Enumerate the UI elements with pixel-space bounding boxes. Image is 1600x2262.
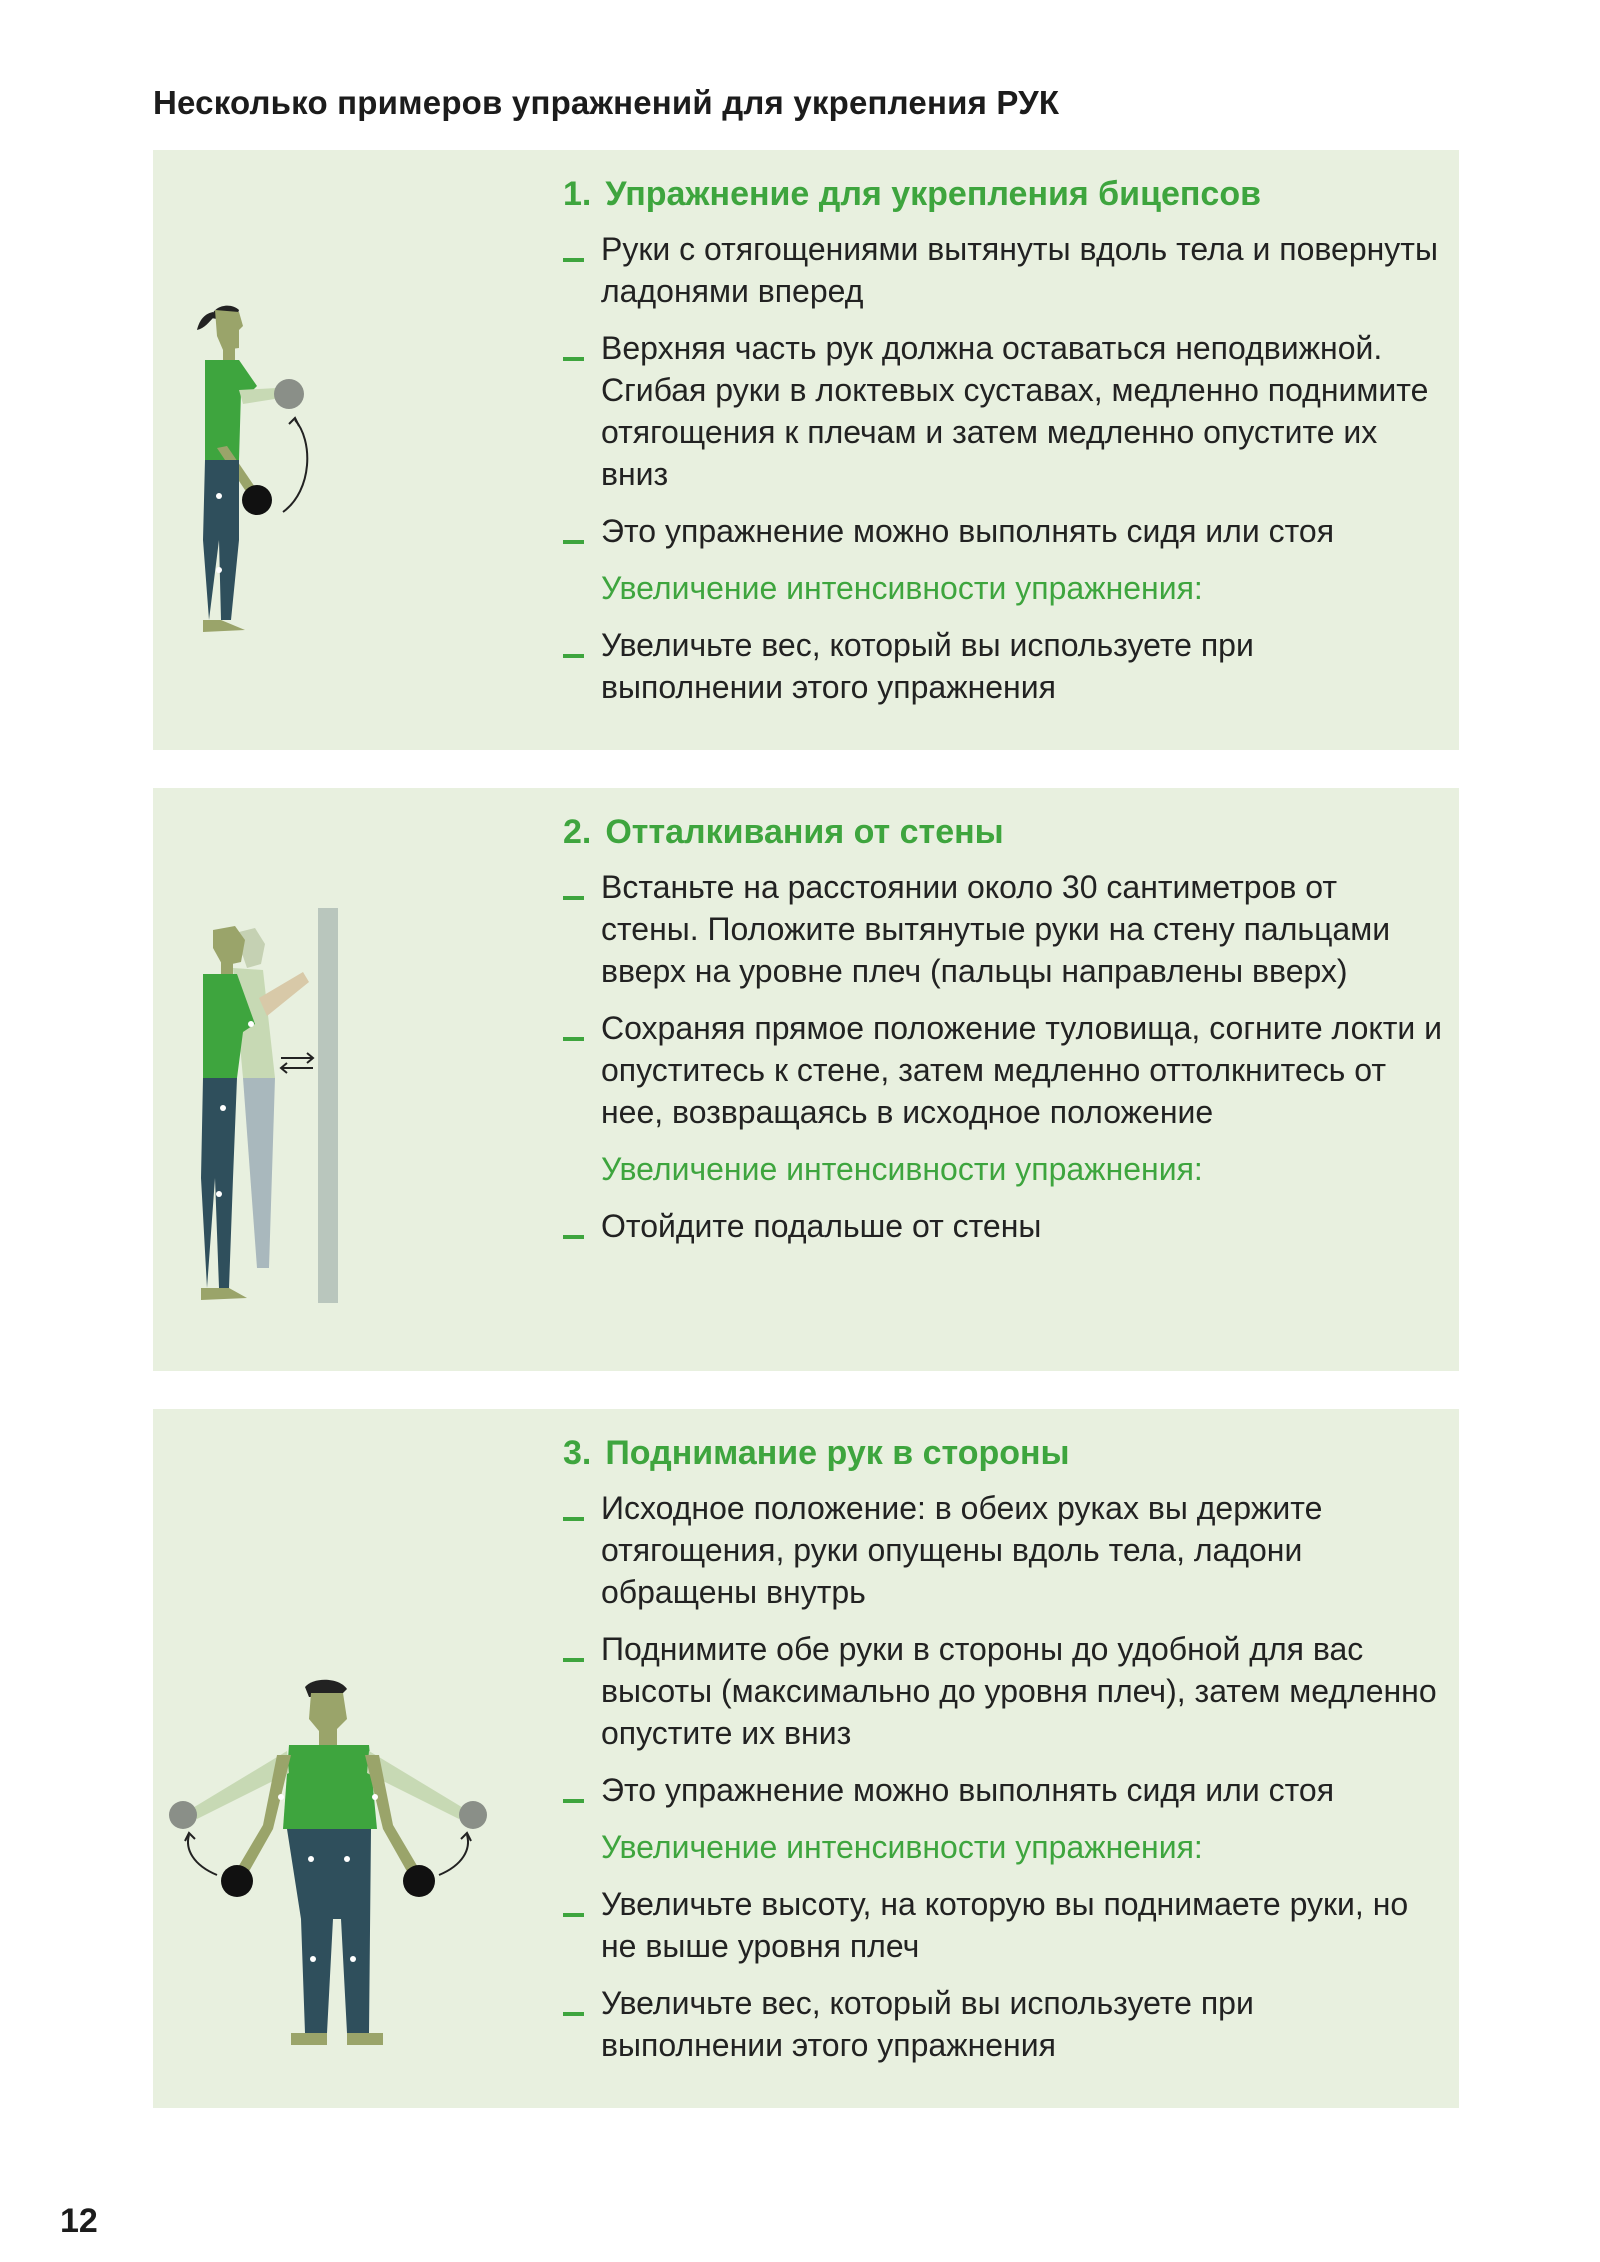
exercise-content — [563, 175, 1443, 723]
exercise-number: 2. — [563, 813, 592, 851]
page-number: 12 — [60, 2202, 98, 2240]
step-item: Верхняя часть рук должна оставаться неподвижной. Сгибая руки в локтевых суставах, медленно поднимите отягощения к плечам и затем медленно опустите их вниз — [563, 327, 1443, 495]
intensity-heading: Увеличение интенсивности упражнения: — [601, 1829, 1203, 1865]
exercise-content — [563, 1434, 1443, 2081]
step-item: Исходное положение: в обеих руках вы держите отягощения, руки опущены вдоль тела, ладони обращены внутрь — [563, 1487, 1443, 1613]
intensity-item: Увеличьте вес, который вы используете при выполнении этого упражнения — [563, 624, 1443, 708]
biceps-curl-illustration — [173, 300, 353, 700]
exercise-card-lateral-raises — [153, 1409, 1459, 2108]
exercise-number: 3. — [563, 1434, 592, 1472]
intensity-heading: Увеличение интенсивности упражнения: — [601, 1151, 1203, 1187]
exercise-title — [563, 1434, 1443, 1473]
step-item: Это упражнение можно выполнять сидя или стоя — [563, 510, 1443, 552]
intensity-item: Отойдите подальше от стены — [563, 1205, 1443, 1247]
exercise-number: 1. — [563, 175, 592, 213]
exercise-card-wall-pushups — [153, 788, 1459, 1371]
page-title: Несколько примеров упражнений для укрепления РУК — [153, 84, 1060, 121]
step-item: Сохраняя прямое положение туловища, согните локти и опуститесь к стене, затем медленно оттолкнитесь от нее, возвращаясь в исходное положение — [563, 1007, 1443, 1133]
exercise-title-text: Отталкивания от стены — [605, 813, 1004, 851]
wall-pushup-illustration — [173, 908, 373, 1318]
intensity-item: Увеличьте вес, который вы используете при выполнении этого упражнения — [563, 1982, 1443, 2066]
exercise-title — [563, 175, 1443, 214]
intensity-item: Увеличьте высоту, на которую вы поднимаете руки, но не выше уровня плеч — [563, 1883, 1443, 1967]
step-item: Встаньте на расстоянии около 30 сантиметров от стены. Положите вытянутые руки на стену пальцами вверх на уровне плеч (пальцы направлены вверх) — [563, 866, 1443, 992]
lateral-raise-illustration — [163, 1679, 503, 2069]
exercise-card-biceps — [153, 150, 1459, 750]
exercise-title-text: Упражнение для укрепления бицепсов — [605, 175, 1261, 213]
step-item: Руки с отягощениями вытянуты вдоль тела и повернуты ладонями вперед — [563, 228, 1443, 312]
exercise-title — [563, 813, 1443, 852]
step-item: Это упражнение можно выполнять сидя или стоя — [563, 1769, 1443, 1811]
exercise-title-text: Поднимание рук в стороны — [605, 1434, 1070, 1472]
step-item: Поднимите обе руки в стороны до удобной для вас высоты (максимально до уровня плеч), затем медленно опустите их вниз — [563, 1628, 1443, 1754]
exercise-content — [563, 813, 1443, 1262]
intensity-heading: Увеличение интенсивности упражнения: — [601, 570, 1203, 606]
